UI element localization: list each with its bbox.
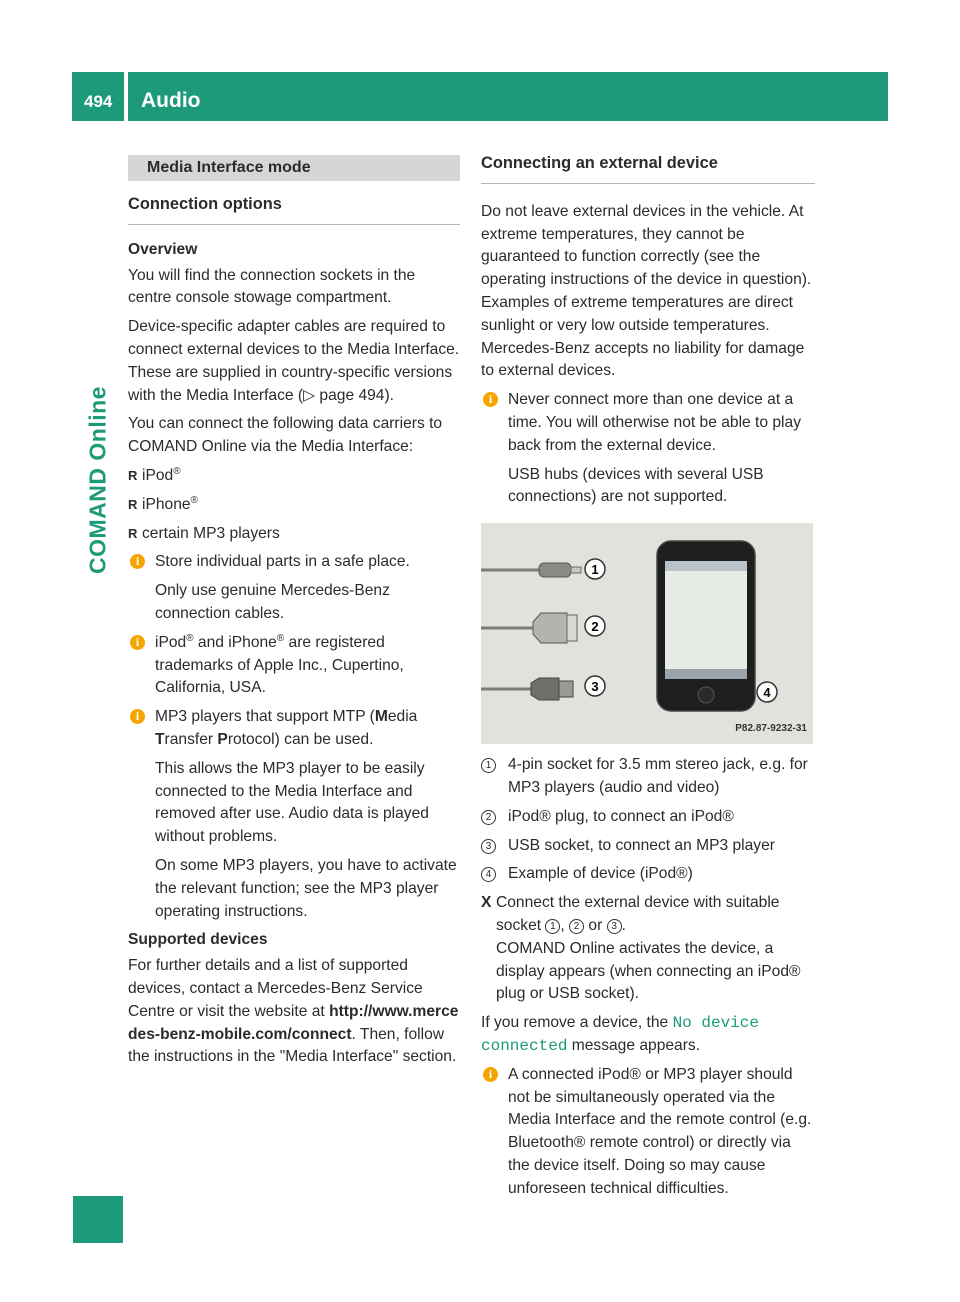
legend-item: 4 Example of device (iPod®) xyxy=(481,863,815,886)
callout-4-label: 4 xyxy=(763,685,771,701)
overview-heading: Overview xyxy=(128,240,198,258)
info-note-text: This allows the MP3 player to be easily connected to the Media Interface and removed after use. Audio data is played without problems. xyxy=(155,759,429,846)
info-icon: i xyxy=(130,709,145,724)
callout-marker: 3 xyxy=(481,839,496,854)
paragraph: Do not leave external devices in the vehicle. At extreme temperatures, they cannot be guaranteed to function correctly (see the operating instructions of the device in question). Examples of extreme temperatures are direct sunlight or very low outside temperatures. Mercedes-Benz accepts no liability for damage to external devices. xyxy=(481,202,812,380)
sub-heading: Connection options xyxy=(128,193,460,225)
ipod-screen xyxy=(665,561,747,679)
section-title: Audio xyxy=(141,89,201,112)
side-tab xyxy=(72,124,124,1254)
display-message: No device connected xyxy=(481,1014,759,1055)
info-note: i A connected iPod® or MP3 player should not be simultaneously operated via the Media Interface and the remote control (e.g. Bluetooth® remote control) or directly via the device itself. Doing so may cause unforeseen technical difficulties. xyxy=(481,1064,815,1201)
info-note: i Store individual parts in a safe place. xyxy=(128,551,460,574)
info-note-text: Only use genuine Mercedes-Benz connection cables. xyxy=(155,582,390,622)
paragraph: If you remove a device, the No device connected message appears. xyxy=(481,1014,759,1055)
info-note: i MP3 players that support MTP (Media Transfer Protocol) can be used. xyxy=(128,706,460,752)
info-note-text: USB hubs (devices with several USB connections) are not supported. xyxy=(508,465,764,506)
ipod-connector xyxy=(567,615,577,641)
info-note-text: On some MP3 players, you have to activate the relevant function; see the MP3 player operating instructions. xyxy=(155,856,457,920)
paragraph: You can connect the following data carriers to COMAND Online via the Media Interface: xyxy=(128,415,443,456)
list-item: R certain MP3 players xyxy=(128,523,460,546)
info-note: i Never connect more than one device at a time. You will otherwise not be able to play back from the external device. xyxy=(481,389,815,457)
page-number: 494 xyxy=(84,92,113,111)
ipod-home-button xyxy=(698,687,714,703)
instruction-step: X Connect the external device with suitable socket 1 , 2 or 3 . COMAND Online activates the device, a display appears (when connecting an iPod® plug or USB socket). xyxy=(481,894,801,1003)
side-tab-label: COMAND Online xyxy=(84,386,111,574)
grey-heading: Media Interface mode xyxy=(128,155,460,181)
legend-item: 1 4-pin socket for 3.5 mm stereo jack, e.g. for MP3 players (audio and video) xyxy=(481,754,815,800)
figure-code: P82.87-9232-31 xyxy=(735,723,807,735)
callout-1-label: 1 xyxy=(591,562,599,578)
left-column xyxy=(128,0,460,1069)
ipod-screen-top-bar xyxy=(665,561,747,571)
jack-tip xyxy=(571,567,581,573)
ipod-screen-bottom-bar xyxy=(665,669,747,679)
info-icon: i xyxy=(130,554,145,569)
ipod-plug xyxy=(533,613,567,643)
callout-marker: 4 xyxy=(481,867,496,882)
jack-plug xyxy=(539,563,571,577)
callout-marker: 1 xyxy=(481,758,496,773)
info-icon: i xyxy=(483,392,498,407)
paragraph: For further details and a list of supported devices, contact a Mercedes-Benz Service Centre or visit the website at http://www.mercedes-benz-mobile.com/connect. Then, follow the instructions in the "Media Interface" section. xyxy=(128,957,459,1066)
info-icon: i xyxy=(130,635,145,650)
callout-2-label: 2 xyxy=(591,619,599,635)
list-item: R iPhone® xyxy=(128,494,460,517)
page-number-box xyxy=(72,72,124,121)
info-icon: i xyxy=(483,1067,498,1082)
usb-connector xyxy=(559,681,573,697)
connector-illustration xyxy=(481,523,813,744)
usb-plug xyxy=(531,678,559,700)
website-link[interactable]: http://www.mercedes-benz-mobile.com/connect xyxy=(128,1002,459,1043)
step-arrow-icon: X xyxy=(481,894,492,912)
paragraph: You will find the connection sockets in the centre console stowage compartment. xyxy=(128,266,416,307)
page-ref-link[interactable]: (▷ page 494). xyxy=(297,386,394,404)
legend-item: 2 iPod® plug, to connect an iPod® xyxy=(481,806,815,829)
side-tab-marker xyxy=(73,1196,123,1243)
list-item: R iPod® xyxy=(128,465,460,488)
paragraph: Device-specific adapter cables are required to connect external devices to the Media Interface. These are supplied in country-specific versions with the Media Interface (▷ page 494). xyxy=(128,318,460,404)
device-connection-figure xyxy=(481,523,813,744)
legend-item: 3 USB socket, to connect an MP3 player xyxy=(481,835,815,858)
section-heading: Connecting an external device xyxy=(481,152,815,184)
supported-heading: Supported devices xyxy=(128,931,268,949)
right-column xyxy=(481,0,815,1201)
callout-marker: 2 xyxy=(481,810,496,825)
callout-3-label: 3 xyxy=(591,679,599,695)
info-note: i iPod® and iPhone® are registered trademarks of Apple Inc., Cupertino, California, USA. xyxy=(128,632,460,700)
